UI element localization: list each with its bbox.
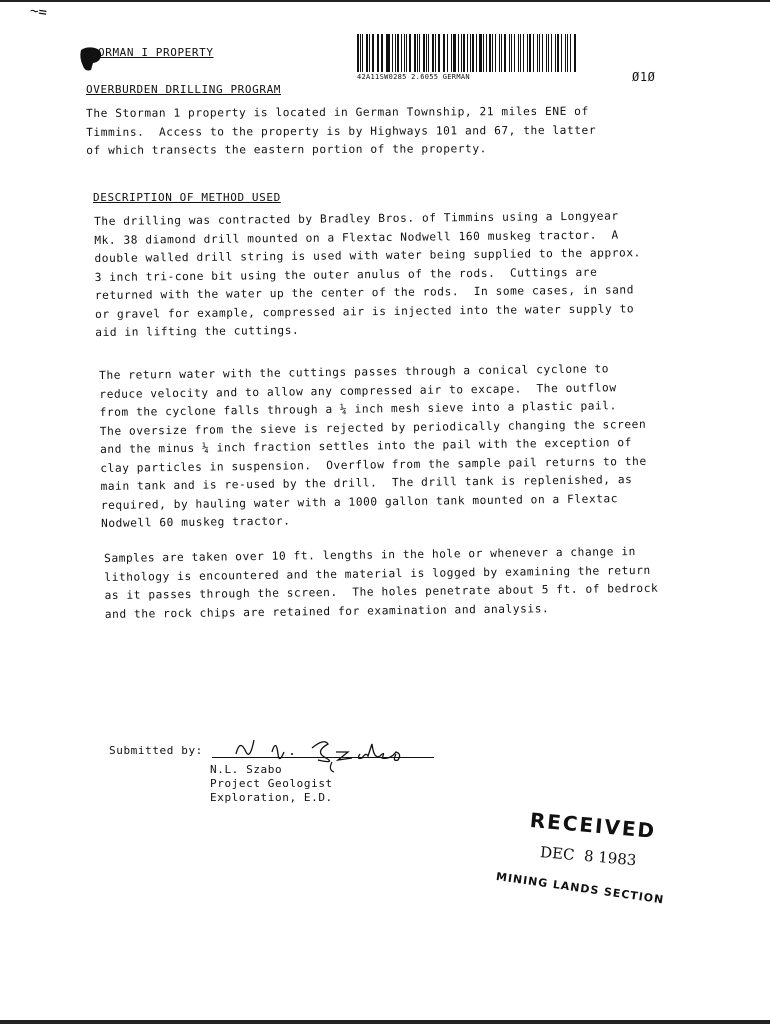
intro-line: Timmins. Access to the property is by Highways 101 and 67, the latter bbox=[86, 123, 597, 139]
barcode-bar bbox=[444, 34, 445, 72]
barcode-bar bbox=[453, 34, 455, 72]
signer-name: N.L. Szabo bbox=[210, 763, 283, 776]
barcode-bar bbox=[518, 34, 519, 72]
return-water-line: reduce velocity and to allow any compressed air to excape. The outflow bbox=[99, 380, 617, 401]
barcode-bar bbox=[542, 34, 544, 72]
barcode-bar bbox=[458, 34, 459, 72]
barcode bbox=[357, 34, 577, 81]
drilling-line: The drilling was contracted by Bradley Bros. of Timmins using a Longyear bbox=[94, 209, 619, 228]
barcode-bar bbox=[504, 34, 506, 72]
barcode-bar bbox=[409, 34, 411, 72]
barcode-bar bbox=[495, 34, 497, 72]
barcode-bar bbox=[546, 34, 547, 72]
barcode-bar bbox=[476, 34, 477, 72]
barcode-bar bbox=[362, 34, 363, 72]
barcode-bar bbox=[470, 34, 471, 72]
drilling-line: double walled drill string is used with water being supplied to the approx. bbox=[94, 246, 641, 265]
received-stamp: RECEIVED bbox=[528, 808, 658, 843]
barcode-bar bbox=[489, 34, 491, 72]
return-water-line: and the minus ¼ inch fraction settles into the pail with the exception of bbox=[99, 436, 632, 456]
barcode-bar bbox=[406, 34, 407, 72]
return-water-line: The return water with the cuttings passes through a conical cyclone to bbox=[99, 362, 610, 382]
barcode-bar bbox=[357, 34, 359, 72]
barcode-bar bbox=[423, 34, 425, 72]
samples-line: Samples are taken over 10 ft. lengths in the hole or whenever a change in bbox=[104, 545, 636, 565]
barcode-bar bbox=[483, 34, 484, 72]
corner-mark: ~= bbox=[28, 2, 48, 22]
barcode-bar bbox=[428, 34, 429, 72]
drilling-line: 3 inch tri-cone bit using the outer anulus of the rods. Cuttings are bbox=[94, 265, 598, 284]
barcode-bar bbox=[555, 34, 556, 72]
barcode-bar bbox=[404, 34, 405, 72]
barcode-bar bbox=[529, 34, 531, 72]
barcode-bar bbox=[401, 34, 402, 72]
barcode-bar bbox=[501, 34, 502, 72]
barcode-bar bbox=[443, 34, 444, 72]
barcode-bar bbox=[570, 34, 571, 72]
section-title-overburden: OVERBURDEN DRILLING PROGRAM bbox=[86, 83, 282, 96]
barcode-bar bbox=[557, 34, 559, 72]
barcode-bar bbox=[432, 34, 434, 72]
paragraph-samples bbox=[104, 543, 659, 624]
barcode-bar bbox=[537, 34, 538, 72]
barcode-bar bbox=[492, 34, 493, 72]
barcode-bar bbox=[551, 34, 553, 72]
barcode-bar bbox=[548, 34, 549, 72]
return-water-line: clay particles in suspension. Overflow from the sample pail returns to the bbox=[100, 454, 647, 475]
barcode-bar bbox=[561, 34, 562, 72]
submitted-by-label: Submitted by: bbox=[109, 744, 203, 757]
barcode-bar bbox=[377, 34, 378, 72]
scan-edge-top bbox=[0, 0, 770, 2]
barcode-bar bbox=[397, 34, 399, 72]
return-water-line: main tank and is re-used by the drill. The drill tank is replenished, as bbox=[100, 473, 633, 493]
barcode-bar bbox=[395, 34, 396, 72]
barcode-bar bbox=[461, 34, 462, 72]
barcode-bar bbox=[539, 34, 540, 72]
drilling-line: Mk. 38 diamond drill mounted on a Flextac Nodwell 160 muskeg tractor. A bbox=[94, 228, 619, 247]
barcode-bar bbox=[417, 34, 418, 72]
paragraph-intro bbox=[86, 103, 596, 161]
intro-line: of which transects the eastern portion of the property. bbox=[86, 142, 487, 157]
barcode-bar bbox=[372, 34, 374, 72]
return-water-line: from the cyclone falls through a ¼ inch mesh sieve into a plastic pail. bbox=[99, 399, 617, 419]
barcode-bar bbox=[509, 34, 510, 72]
return-water-line: Nodwell 60 muskeg tractor. bbox=[100, 514, 291, 530]
barcode-bar bbox=[438, 34, 440, 72]
barcode-bar bbox=[499, 34, 500, 72]
barcode-bar bbox=[565, 34, 566, 72]
barcode-bar bbox=[511, 34, 513, 72]
barcode-bar bbox=[447, 34, 448, 72]
barcode-bar bbox=[523, 34, 524, 72]
intro-line: The Storman 1 property is located in German Township, 21 miles ENE of bbox=[86, 104, 589, 120]
barcode-bar bbox=[467, 34, 468, 72]
barcode-bar bbox=[414, 34, 416, 72]
barcode-bar bbox=[381, 34, 383, 72]
paragraph-return-water bbox=[99, 360, 648, 534]
barcode-bar bbox=[463, 34, 465, 72]
barcode-bar bbox=[533, 34, 535, 72]
drilling-line: returned with the water up the center of the rods. In some cases, in sand bbox=[94, 283, 635, 302]
received-date: DEC 8 1983 bbox=[539, 843, 638, 870]
drilling-line: or gravel for example, compressed air is injected into the water supply to bbox=[94, 301, 635, 321]
barcode-bar bbox=[360, 34, 361, 72]
samples-line: as it passes through the screen. The holes penetrate about 5 ft. of bedrock bbox=[104, 581, 659, 602]
barcode-bar bbox=[419, 34, 420, 72]
barcode-bar bbox=[514, 34, 515, 72]
barcode-bar bbox=[378, 34, 379, 72]
signer-department: Exploration, E.D. bbox=[210, 791, 333, 804]
page-number: Ø1Ø bbox=[632, 70, 656, 84]
barcode-bar bbox=[369, 34, 370, 72]
section-title-method: DESCRIPTION OF METHOD USED bbox=[93, 191, 281, 204]
barcode-bar bbox=[451, 34, 453, 72]
barcode-bars bbox=[357, 34, 577, 72]
barcode-bar bbox=[366, 34, 368, 72]
property-title: ORMAN I PROPERTY bbox=[98, 46, 214, 59]
signer-title: Project Geologist bbox=[210, 777, 333, 790]
samples-line: lithology is encountered and the material is logged by examining the return bbox=[104, 563, 651, 584]
barcode-bar bbox=[574, 34, 576, 72]
mining-lands-section: MINING LANDS SECTION bbox=[495, 870, 666, 907]
barcode-bar bbox=[479, 34, 481, 72]
return-water-line: required, by hauling water with a 1000 gallon tank mounted on a Flextac bbox=[100, 491, 619, 512]
barcode-bar bbox=[567, 34, 569, 72]
barcode-text: 42A11SW0285 2.6055 GERMAN bbox=[357, 73, 470, 81]
barcode-bar bbox=[520, 34, 522, 72]
drilling-line: aid in lifting the cuttings. bbox=[95, 323, 300, 339]
barcode-bar bbox=[527, 34, 528, 72]
barcode-bar bbox=[435, 34, 436, 72]
barcode-bar bbox=[386, 34, 387, 72]
samples-line: and the rock chips are retained for examination and analysis. bbox=[104, 601, 550, 621]
barcode-bar bbox=[472, 34, 474, 72]
paragraph-drilling bbox=[94, 207, 642, 342]
return-water-line: The oversize from the sieve is rejected by periodically changing the screen bbox=[99, 417, 647, 438]
barcode-bar bbox=[392, 34, 393, 72]
barcode-bar bbox=[486, 34, 487, 72]
barcode-bar bbox=[426, 34, 427, 72]
barcode-bar bbox=[387, 34, 389, 72]
scan-edge-bottom bbox=[0, 1020, 770, 1024]
